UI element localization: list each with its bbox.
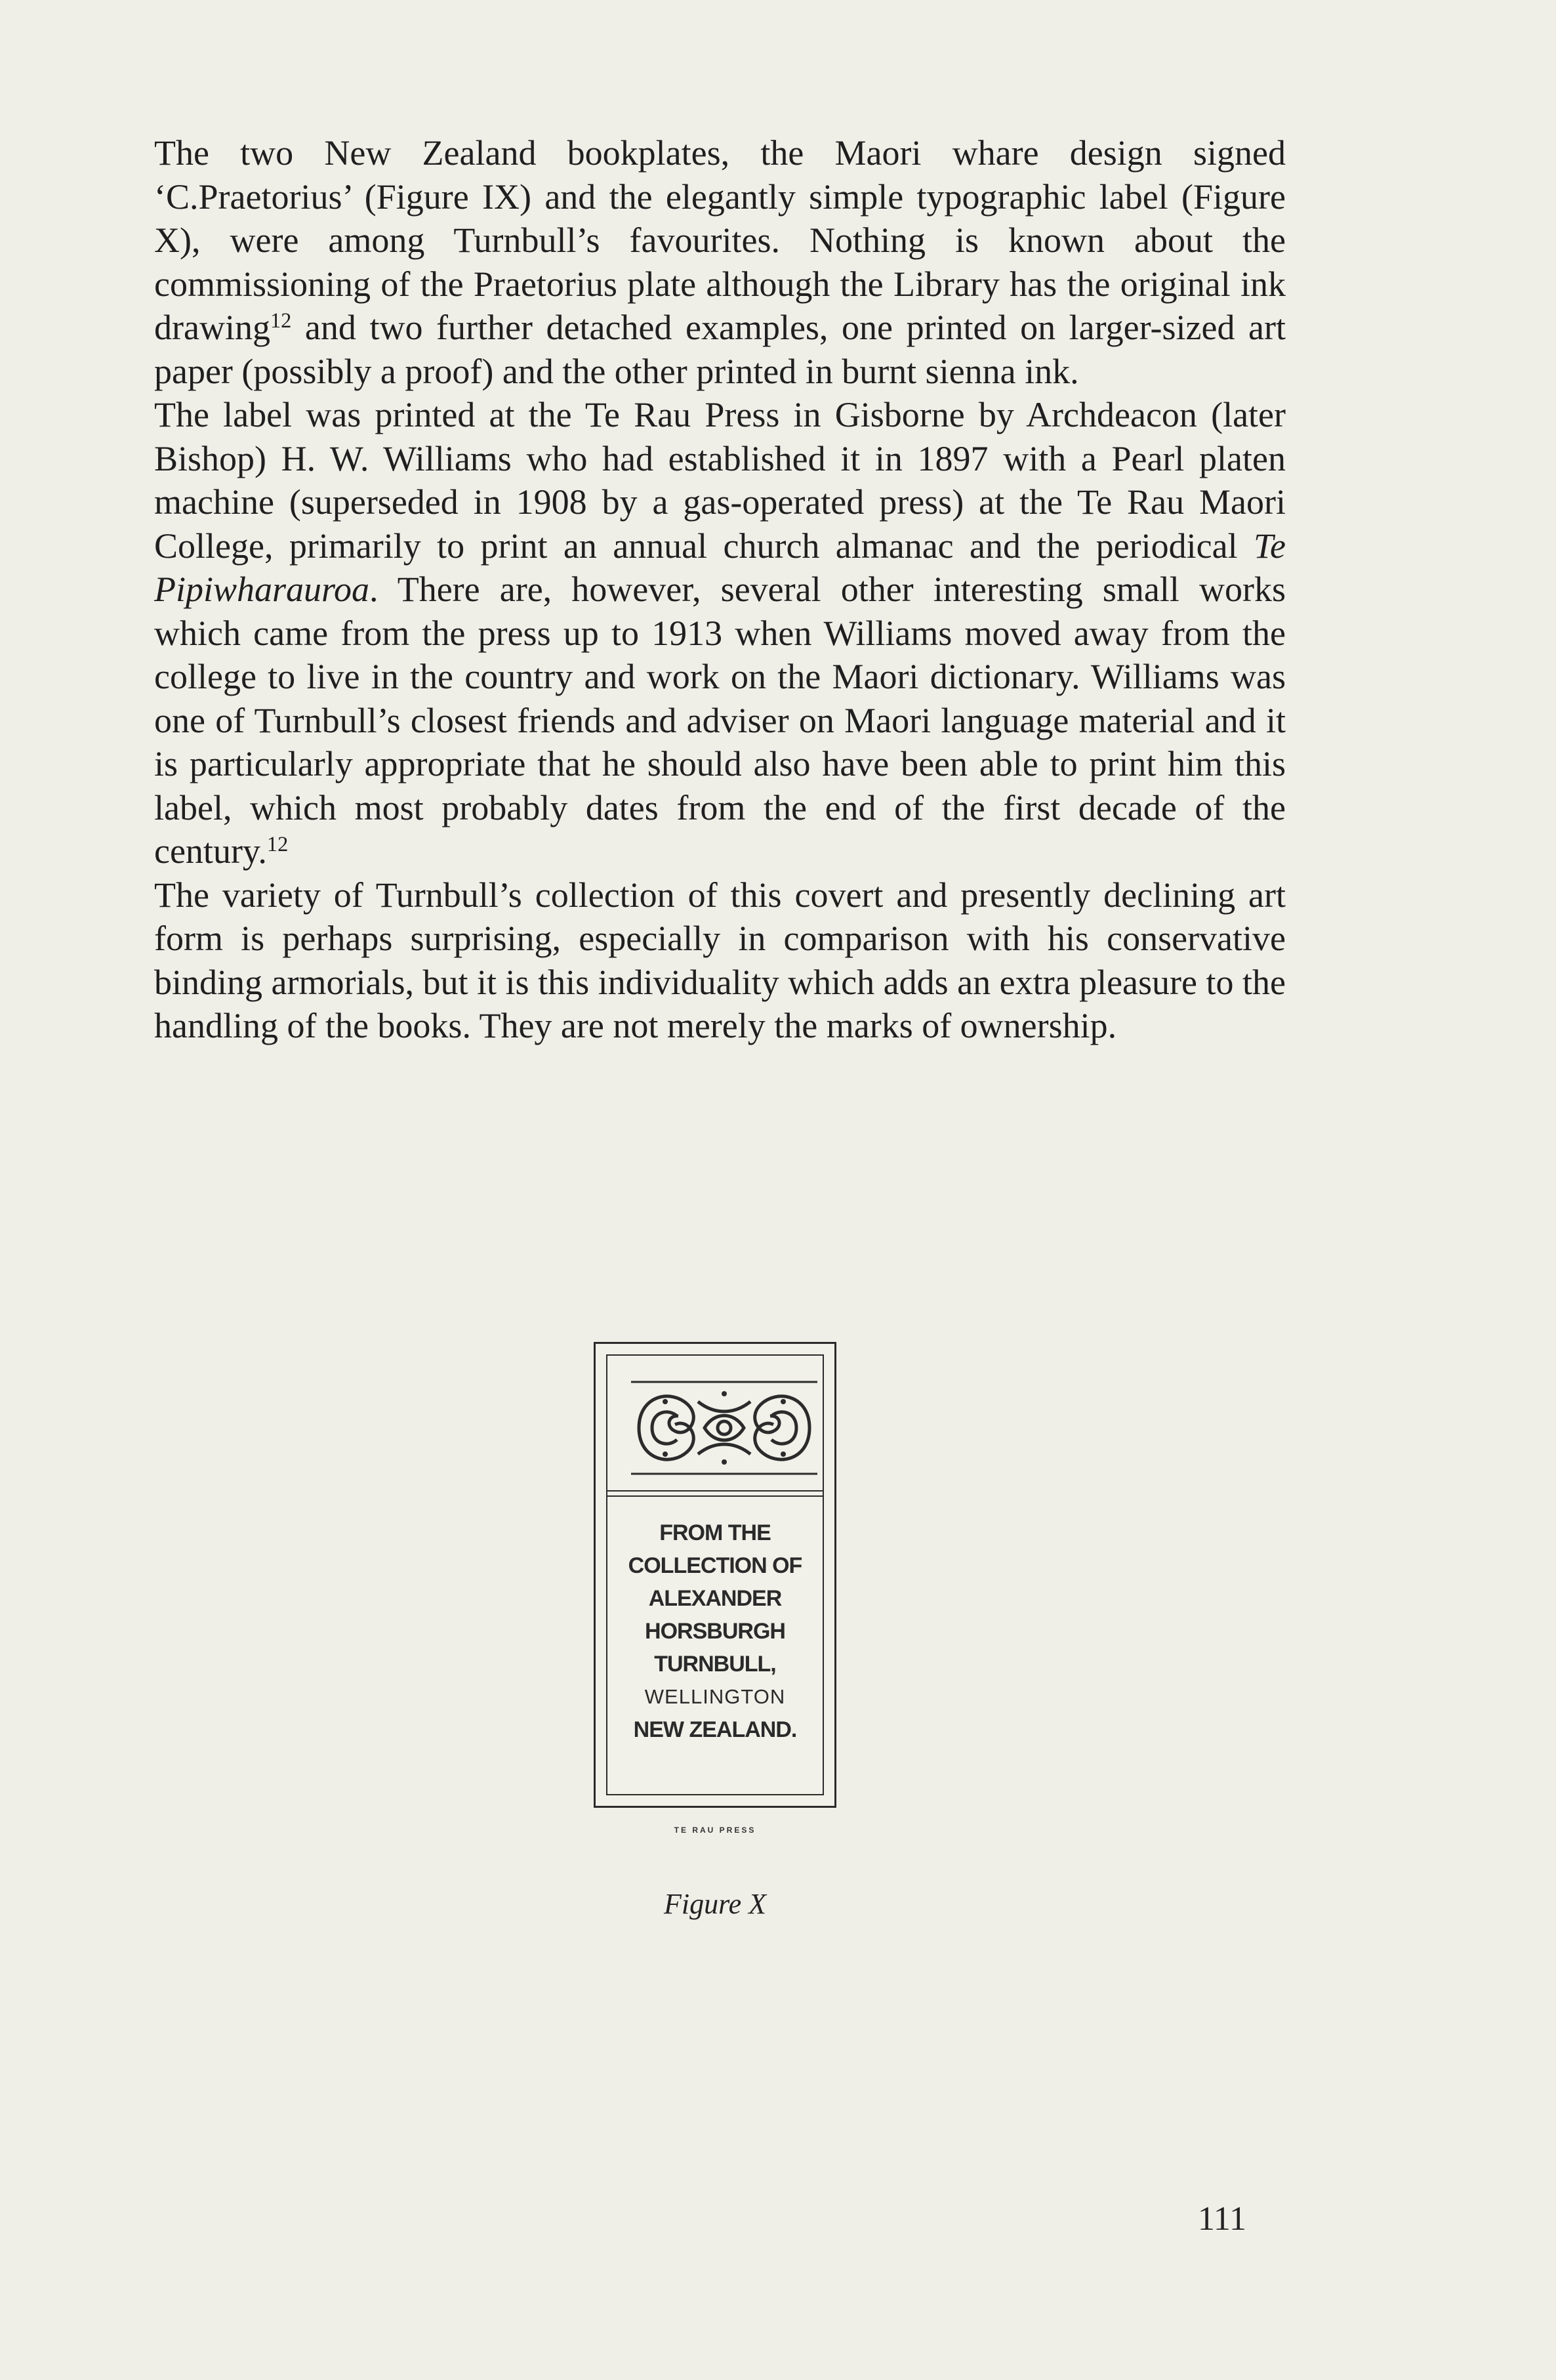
text-run: The label was printed at the Te Rau Press in Gisborne by Archdeacon (later Bishop) H. W. Williams who had established it in 1897 with a Pearl platen machine (superseded in 1908 by a gas-operated press) at the Te Rau Maori College, primarily to print an annual church almanac and the periodical <box>154 395 1286 566</box>
text-run: . There are, however, several other interesting small works which came from the press up to 1913 when Williams moved away from the college to live in the country and work on the Maori dictionary. Williams was one of Turnbull’s closest friends and adviser on Maori language material and it is particularly appropriate that he should also have been able to print him this label, which most probably dates from the end of the first decade of the century. <box>154 570 1286 871</box>
bookplate-line: HORSBURGH <box>645 1619 785 1644</box>
bookplate-inner-border <box>606 1354 824 1795</box>
text-run: and two further detached examples, one printed on larger-sized art paper (possibly a proof) and the other printed in burnt sienna ink. <box>154 308 1286 391</box>
text-run: The two New Zealand bookplates, the Maori whare design signed ‘C.Praetorius’ (Figure IX) and the elegantly simple typographic label (Figure X), were among Turnbull’s favourites. Nothing is known about the commissioning of the Praetorius plate although the Library has the original ink drawing <box>154 133 1286 347</box>
bookplate-line: TURNBULL, <box>654 1652 776 1677</box>
bookplate-rule-upper <box>607 1490 823 1492</box>
body-text <box>154 131 1286 1048</box>
bookplate-line: NEW ZEALAND. <box>633 1717 797 1742</box>
footnote-reference: 12 <box>266 833 289 857</box>
italic-title: Te Pipiwharauroa <box>154 526 1286 609</box>
maori-scroll-ornament-icon <box>626 1375 823 1480</box>
bookplate-figure-x <box>594 1342 836 1808</box>
press-imprint: TE RAU PRESS <box>674 1826 756 1835</box>
bookplate-line: COLLECTION OF <box>628 1553 802 1578</box>
paragraph <box>154 873 1286 1048</box>
bookplate-text <box>607 1516 823 1746</box>
paragraph <box>154 131 1286 393</box>
footnote-reference: 12 <box>270 309 292 333</box>
bookplate-line: FROM THE <box>659 1520 771 1545</box>
text-run: The variety of Turnbull’s collection of this covert and presently declining art form is perhaps surprising, especially in comparison with his conservative binding armorials, but it is this individuality which adds an extra pleasure to the handling of the books. They are not merely the marks of ownership. <box>154 875 1286 1045</box>
figure-caption: Figure X <box>664 1888 766 1920</box>
paragraph <box>154 393 1286 873</box>
bookplate-rule-lower <box>607 1495 823 1497</box>
bookplate-line: WELLINGTON <box>644 1685 786 1708</box>
bookplate-line: ALEXANDER <box>648 1586 782 1611</box>
page-number: 111 <box>1197 2200 1246 2238</box>
